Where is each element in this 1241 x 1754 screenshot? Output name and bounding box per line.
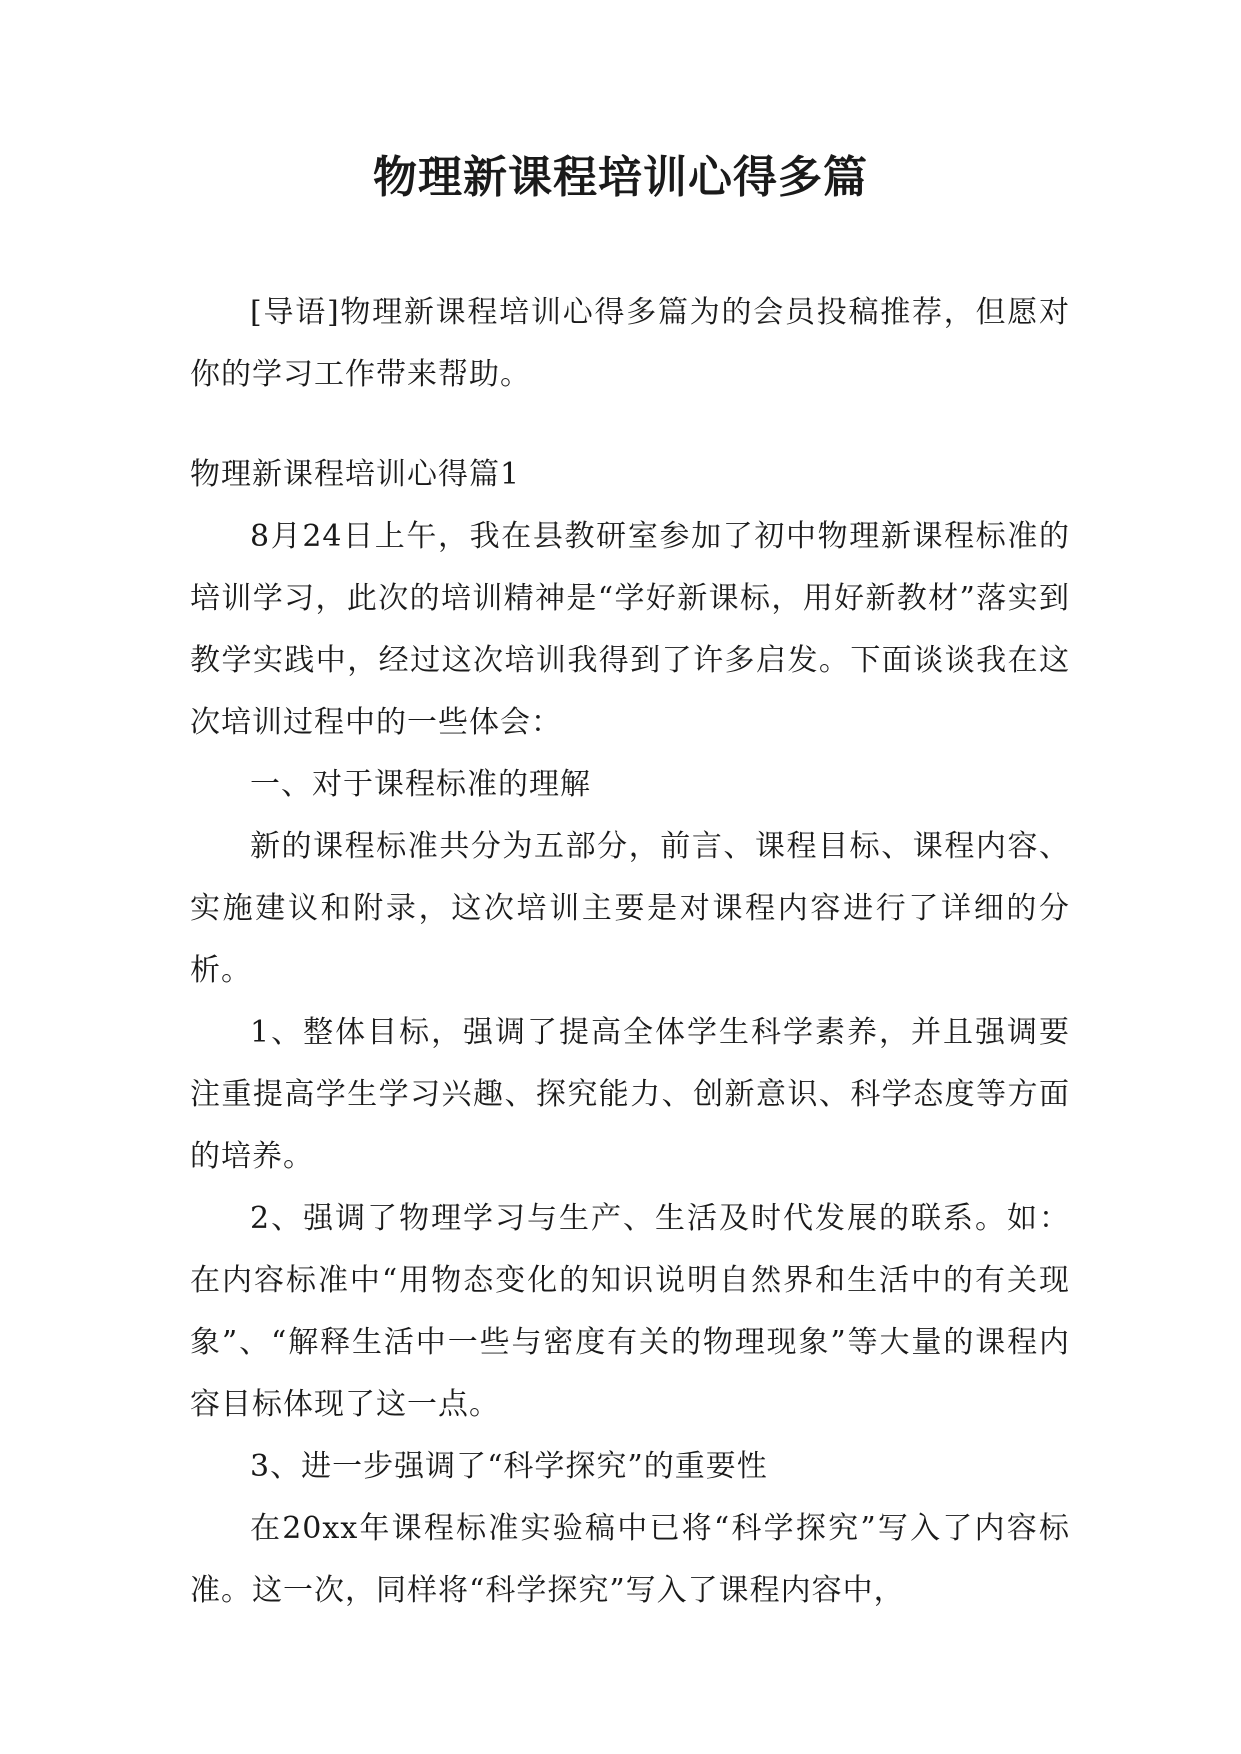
paragraph: 1、整体目标，强调了提高全体学生科学素养，并且强调要注重提高学生学习兴趣、探究能力、创新意识、科学态度等方面的培养。 [190,1015,1070,1174]
section-heading: 物理新课程培训心得篇1 [190,457,521,492]
paragraph: 一、对于课程标准的理解 [250,767,591,802]
paragraph: 8月24日上午，我在县教研室参加了初中物理新课程标准的培训学习，此次的培训精神是“学好新课标，用好新教材”落实到教学实践中，经过这次培训我得到了许多启发。下面谈谈我在这次培训过程中的一些体会： [190,519,1070,740]
paragraph: 2、强调了物理学习与生产、生活及时代发展的联系。如：在内容标准中“用物态变化的知识说明自然界和生活中的有关现象”、“解释生活中一些与密度有关的物理现象”等大量的课程内容目标体现了这一点。 [190,1201,1070,1422]
spacer [190,406,1070,444]
intro-paragraph: [导语]物理新课程培训心得多篇为的会员投稿推荐，但愿对你的学习工作带来帮助。 [190,295,1070,392]
paragraph: 新的课程标准共分为五部分，前言、课程目标、课程内容、实施建议和附录，这次培训主要是对课程内容进行了详细的分析。 [190,829,1070,988]
document-body [190,282,1070,1622]
paragraph: 3、进一步强调了“科学探究”的重要性 [250,1449,768,1484]
document-title: 物理新课程培训心得多篇 [373,152,868,203]
paragraph: 在20xx年课程标准实验稿中已将“科学探究”写入了内容标准。这一次，同样将“科学探究”写入了课程内容中， [190,1511,1070,1608]
